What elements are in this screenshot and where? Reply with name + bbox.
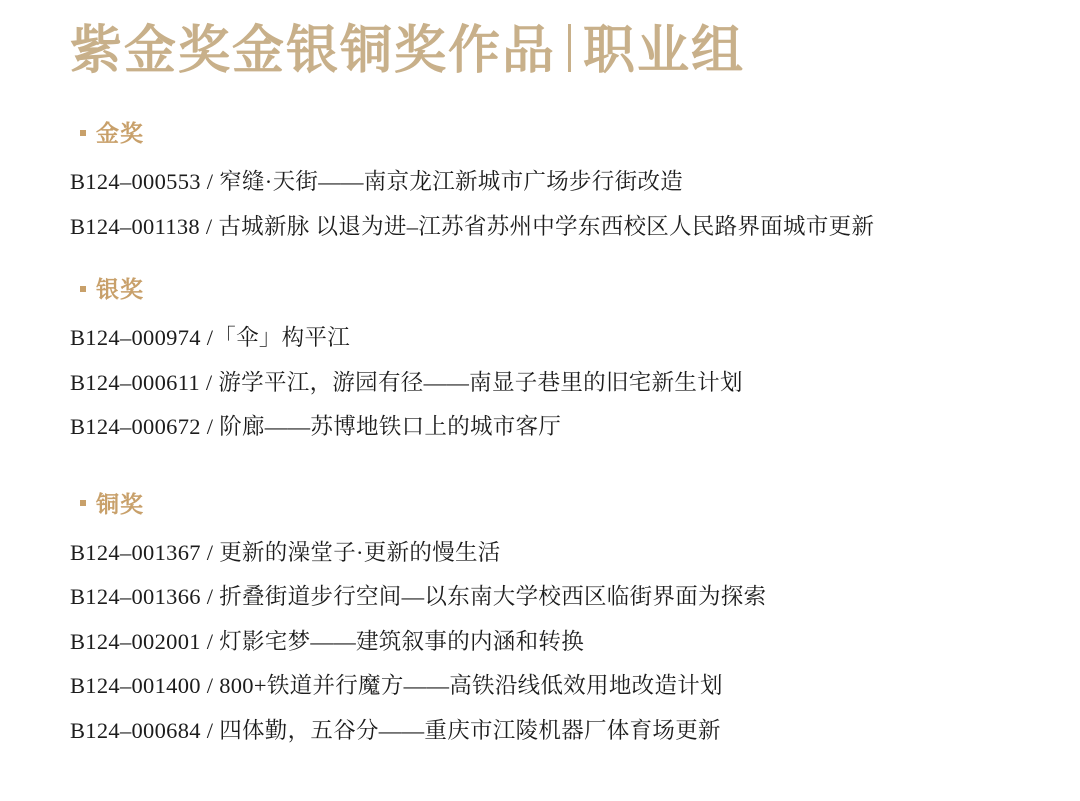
list-item: B124–001367 / 更新的澡堂子·更新的慢生活 — [70, 539, 501, 565]
list-item: B124–001366 / 折叠街道步行空间—以东南大学校西区临街界面为探索 — [70, 584, 767, 610]
section-bronze-header — [80, 486, 1010, 519]
list-item: B124–000611 / 游学平江，游园有径——南显子巷里的旧宅新生计划 — [70, 369, 743, 395]
list-item: B124–002001 / 灯影宅梦——建筑叙事的内涵和转换 — [70, 628, 585, 654]
square-bullet-icon — [80, 286, 86, 292]
list-item: B124–000553 / 窄缝·天街——南京龙江新城市广场步行街改造 — [70, 169, 684, 194]
section-gold-label: 金奖 — [96, 121, 144, 146]
award-sections — [70, 115, 1010, 753]
page-title-main: 紫金奖金银铜奖作品 — [70, 20, 557, 81]
square-bullet-icon — [80, 500, 86, 506]
page-title — [70, 0, 1010, 89]
section-silver — [70, 271, 1010, 450]
section-silver-header — [80, 271, 1010, 304]
list-item: B124–000974 /「伞」构平江 — [70, 325, 351, 351]
section-bronze-label: 铜奖 — [96, 491, 144, 517]
list-item: B124–001138 / 古城新脉 以退为进–江苏省苏州中学东西校区人民路界面城市更新 — [70, 213, 875, 239]
section-gold-header — [80, 115, 1010, 148]
spacer — [70, 263, 1010, 271]
section-bronze — [70, 486, 1010, 754]
title-divider — [568, 24, 571, 72]
section-gold — [70, 115, 1010, 249]
list-item: B124–000684 / 四体勤，五谷分——重庆市江陵机器厂体育场更新 — [70, 717, 721, 743]
section-silver-label: 银奖 — [96, 277, 144, 303]
list-item: B124–001400 / 800+铁道并行魔方——高铁沿线低效用地改造计划 — [70, 673, 723, 699]
page-title-sub: 职业组 — [583, 20, 746, 81]
list-item: B124–000672 / 阶廊——苏博地铁口上的城市客厅 — [70, 414, 562, 440]
square-bullet-icon — [80, 130, 86, 136]
spacer — [70, 464, 1010, 486]
